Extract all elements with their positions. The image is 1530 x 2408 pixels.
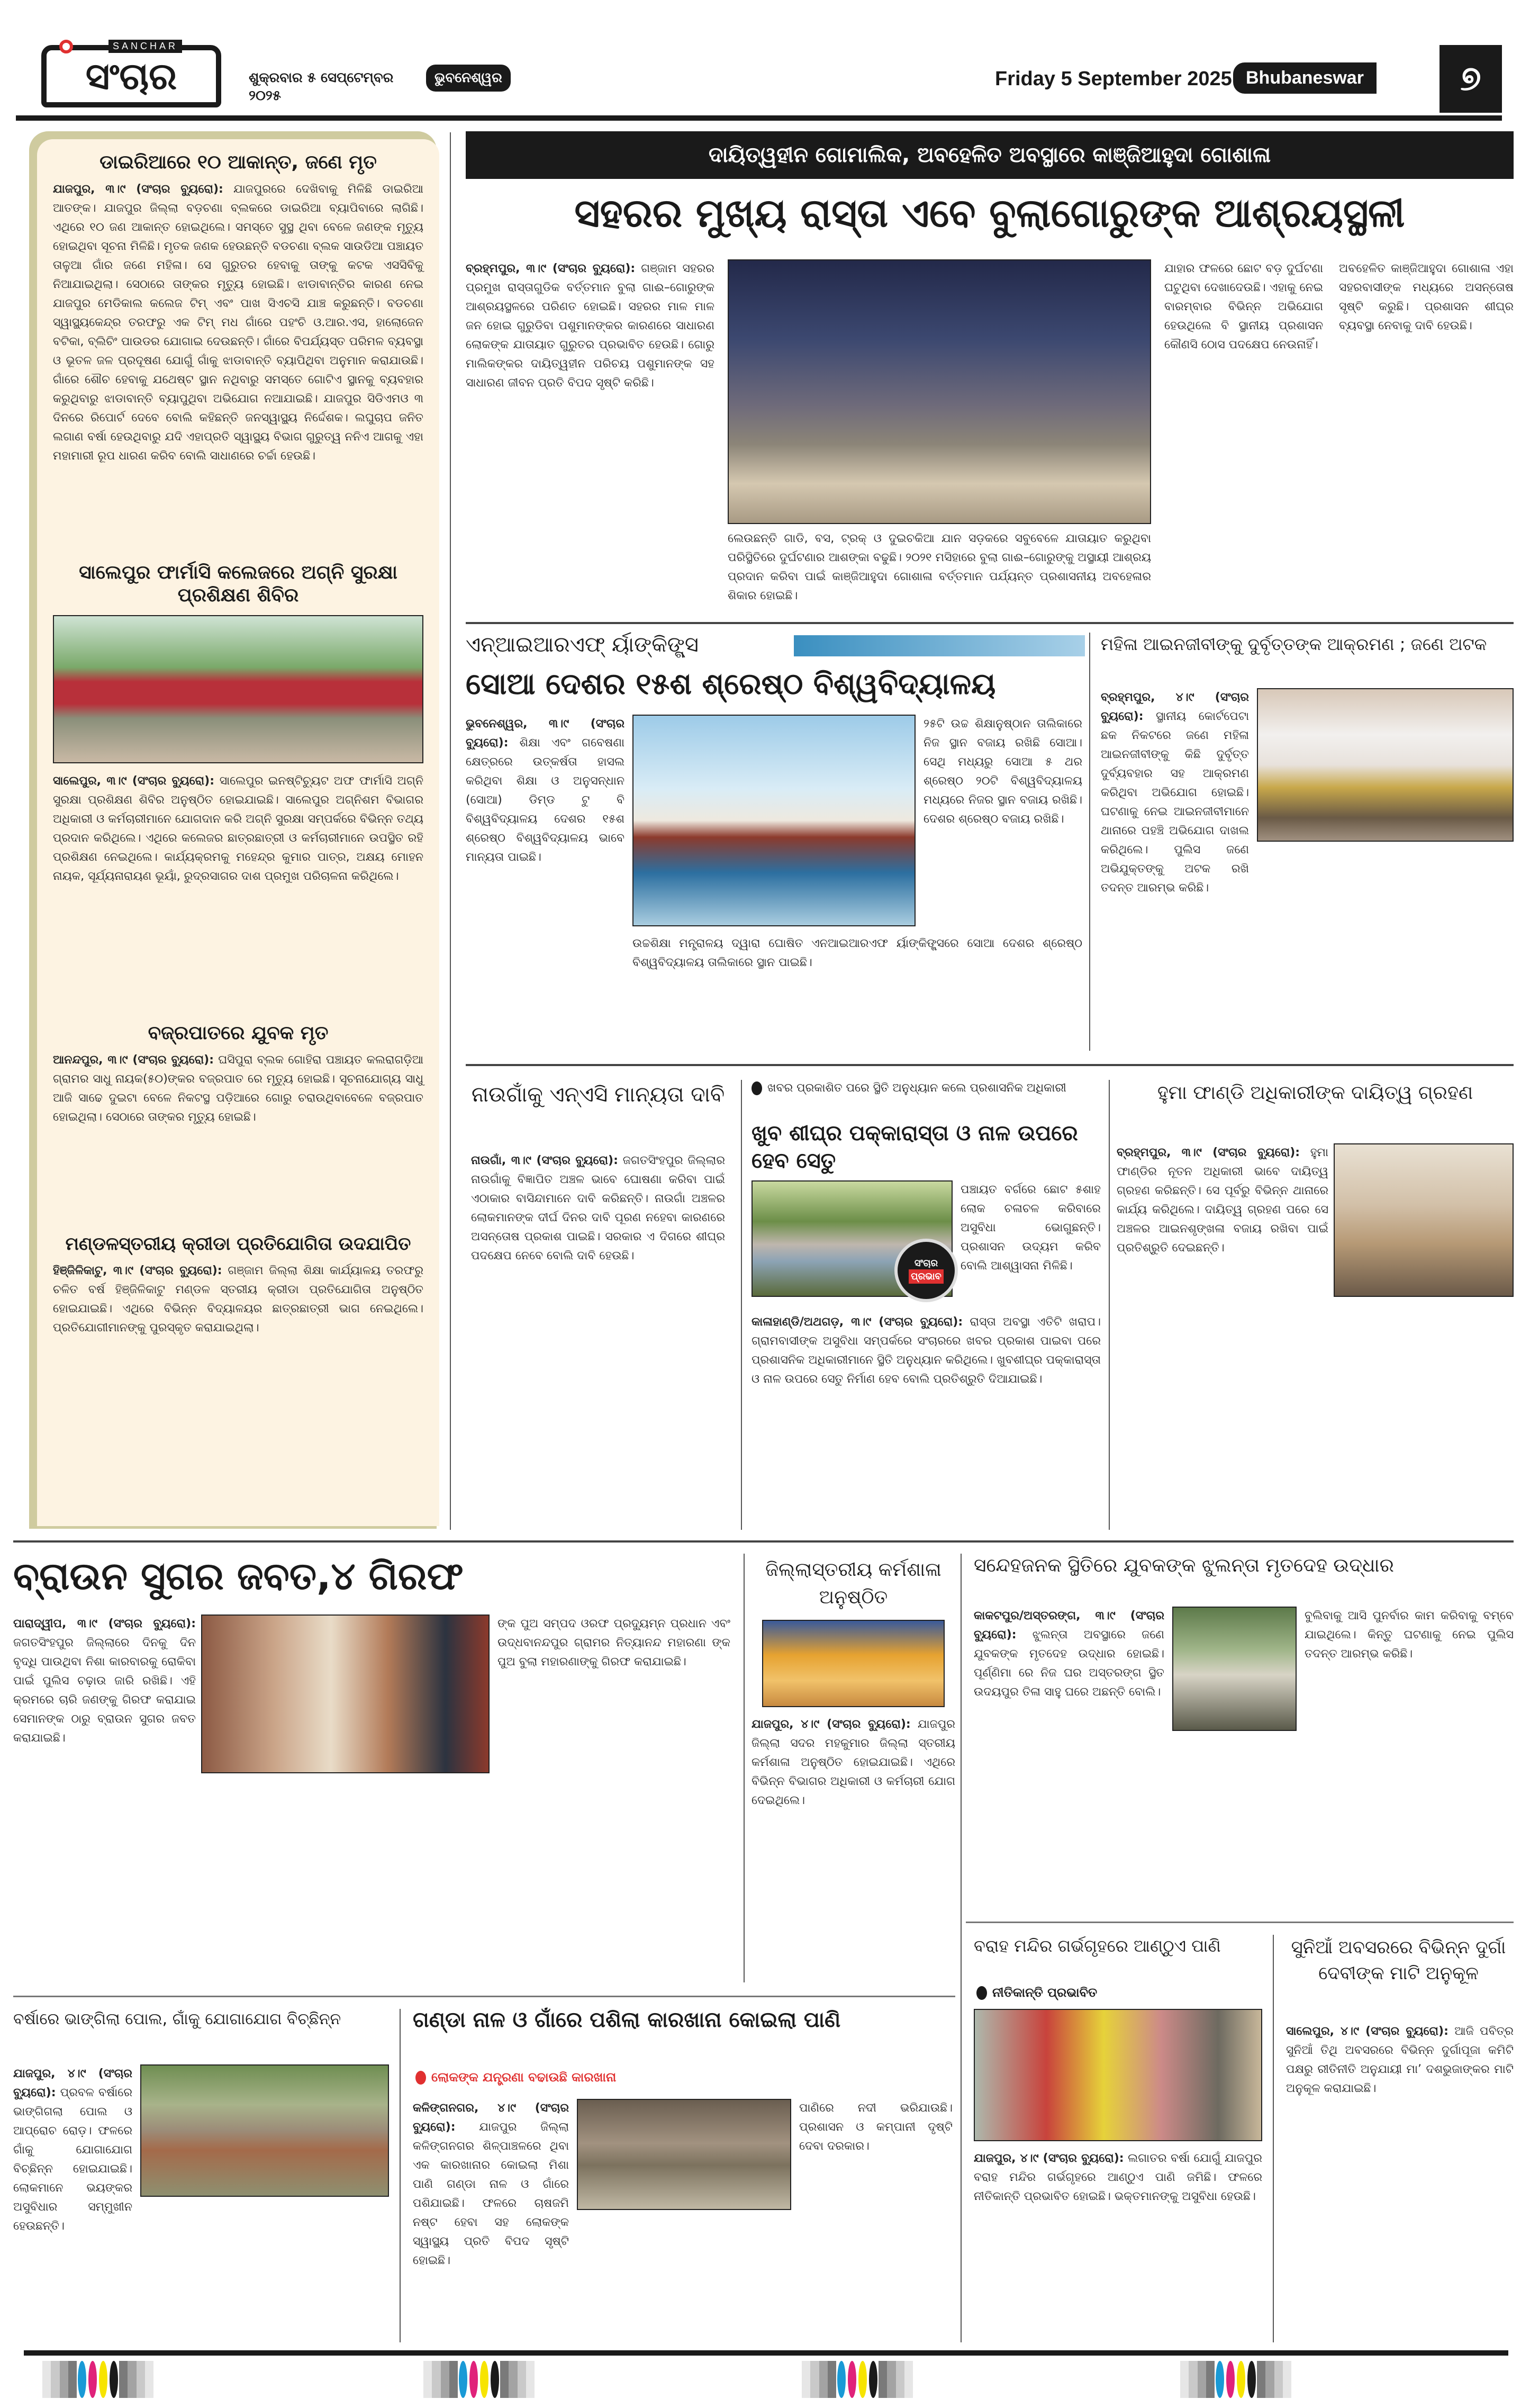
nirf-kicker: ଏନ୍ଆଇଆରଏଫ୍ ର୍ୟାଙ୍କିଙ୍ଗ୍ସ [466, 633, 699, 657]
black-mark [110, 2361, 118, 2398]
story-body [53, 772, 423, 886]
story-headline: ଡାଇରିଆରେ ୧୦ ଆକାନ୍ତ, ଜଣେ ମୃତ [99, 151, 377, 173]
durga-headline: ସୁନିଆଁ ଅବସରରେ ବିଭିନ୍ନ ଦୁର୍ଗା ଦେବୀଙ୍କ ମାଟି ଅନୁକୂଳ [1291, 1937, 1506, 1985]
yellow-mark [1237, 2361, 1245, 2398]
column-divider [450, 132, 451, 1530]
durga-text: ଆଜି ପବିତ୍ର ସୁନିଆଁ ତିଥି ଅବସରରେ ବିଭିନ୍ନ ଦୁର୍ଗାପୂଜା କମିଟି ପକ୍ଷରୁ ରୀତିନୀତି ଅନୁଯାୟୀ ମା’ ଦଶଭୁଜାଙ୍କର ମାଟି ଅନୁକୂଳ କରାଯାଇଛି। [1286, 2025, 1514, 2095]
magenta-mark [469, 2361, 478, 2398]
yellow-mark [480, 2361, 488, 2398]
factory-body-right: ପାଣିରେ ନଦୀ ଭରିଯାଉଛି। ପ୍ରଶାସନ ଓ କମ୍ପାନୀ ଦୃଷ୍ଟି ଦେବା ଦରକାର। [799, 2102, 953, 2153]
temple-photo [974, 2009, 1262, 2141]
date-english: Friday 5 September 2025 [995, 68, 1232, 90]
nirf-blue-band [794, 635, 1085, 656]
ncc-body [471, 1151, 725, 1266]
story-text: ଗଞ୍ଜାମ ଜିଲ୍ଲା ଶିକ୍ଷା କାର୍ଯ୍ୟାଳୟ ତରଫରୁ ଚଳିତ ବର୍ଷ ହିଞ୍ଜିଳିକାଟୁ ମଣ୍ଡଳ ସ୍ତରୀୟ କ୍ରୀଡା ପ୍ରତିଯୋଗିତା ଅନୁଷ୍ଠିତ ହୋଇଯାଇଛି। ଏଥିରେ ବିଭିନ୍ନ ବିଦ୍ୟାଳୟର ଛାତ୍ରଛାତ୍ରୀ ଭାଗ ନେଇଥିଲେ। ପ୍ରତିଯୋଗୀମାନଙ୍କୁ ପୁରସ୍କୃତ କରାଯାଇଥିଲା। [53, 1264, 423, 1334]
workshop-text: ଯାଜପୁର ଜିଲ୍ଲା ସଦର ମହକୁମାର ଜିଲ୍ଲା ସ୍ତରୀୟ କର୍ମଶାଳା ଅନୁଷ୍ଠିତ ହୋଇଯାଇଛି। ଏଥିରେ ବିଭିନ୍ନ ବିଭାଗର ଅଧିକାରୀ ଓ କର୍ମଚାରୀ ଯୋଗ ଦେଇଥିଲେ। [752, 1718, 955, 1807]
column-divider [741, 1080, 742, 1530]
sugar-text: ଜଗତସିଂହପୁର ଜିଲ୍ଲାରେ ଦିନକୁ ଦିନ ବୃଦ୍ଧି ପାଉଥିବା ନିଶା କାରବାରକୁ ରୋକିବା ପାଇଁ ପୁଲିସ ଚଢ଼ାଉ ଜାରି ରଖିଛି। ଏହି କ୍ରମରେ ଚାରି ଜଣଙ୍କୁ ଗିରଫ କରାଯାଇ ସେମାନଙ୍କ ଠାରୁ ବ୍ରାଉନ ସୁଗର ଜବତ କରାଯାଇଛି। [13, 1636, 196, 1745]
date-odia: ଶୁକ୍ରବାର ୫ ସେପ୍ଟେମ୍ବର ୨୦୨୫ [249, 70, 394, 104]
story-fire-safety [53, 561, 423, 886]
lawyer-dateline: ବ୍ରହ୍ମପୁର, ୪।୯ (ସଂଚାର ବ୍ୟୁରୋ): [1101, 691, 1249, 723]
workshop-photo [762, 1620, 945, 1707]
cyan-mark [1216, 2361, 1224, 2398]
magenta-mark [848, 2361, 856, 2398]
officer-headline: ହୁମା ଫାଣ୍ଡି ଅଧିକାରୀଙ୍କ ଦାୟିତ୍ୱ ଗ୍ରହଣ [1157, 1082, 1473, 1104]
story-dateline: ଯାଜପୁର, ୩।୯ (ସଂଚାର ବ୍ୟୁରୋ): [53, 183, 223, 196]
story-text: ସାଲେପୁର ଇନଷ୍ଟିଚ୍ୟୁଟ ଅଫ ଫାର୍ମାସି ଅଗ୍ନି ସୁରକ୍ଷା ପ୍ରଶିକ୍ଷଣ ଶିବିର ଅନୁଷ୍ଠିତ ହୋଇଯାଇଛି। ସାଲେପୁର ଅଗ୍ନିଶମ ବିଭାଗର ଅଧିକାରୀ ଓ କର୍ମଚାରୀମାନେ ଯୋଗଦାନ କରି ଅଗ୍ନି ସୁରକ୍ଷା ସମ୍ପର୍କରେ ବିଭିନ୍ନ ତଥ୍ୟ ପ୍ରଦାନ କରିଥିଲେ। ଏଥିରେ କଲେଜର ଛାତ୍ରଛାତ୍ରୀ ଓ କର୍ମଚାରୀମାନେ ଉପସ୍ଥିତ ରହି ପ୍ରଶିକ୍ଷଣ ନେଇଥିଲେ। କାର୍ଯ୍ୟକ୍ରମକୁ ମହେନ୍ଦ୍ର କୁମାର ପାତ୍ର, ଅକ୍ଷୟ ମୋହନ ନାୟକ, ସୂର୍ଯ୍ୟନାରାୟଣ ଭୂୟାଁ, ରୁଦ୍ରସାଗର ଦାଶ ପ୍ରମୁଖ ପରିଚାଳନା କରିଥିଲେ। [53, 774, 423, 883]
bullet-icon [752, 1081, 762, 1095]
lawyer-headline: ମହିଳା ଆଇନଜୀବୀଙ୍କୁ ଦୁର୍ବୃତ୍ତଙ୍କ ଆକ୍ରମଣ ; ଜଣେ ଅଟକ [1101, 634, 1487, 654]
rain-text: ପ୍ରବଳ ବର୍ଷାରେ ଭାଙ୍ଗିଗଲା ପୋଲ ଓ ଆପ୍ରୋଚ ରୋଡ଼। ଫଳରେ ଗାଁକୁ ଯୋଗାଯୋଗ ବିଚ୍ଛିନ୍ନ ହୋଇଯାଇଛି। ଲୋକମାନେ ଭୟଙ୍କର ଅସୁବିଧାର ସମ୍ମୁଖୀନ ହେଉଛନ୍ତି। [13, 2086, 132, 2233]
section-rule [13, 1996, 955, 1997]
lead-text: ଗଞ୍ଜାମ ସହରର ପ୍ରମୁଖ ରାସ୍ତାଗୁଡିକ ବର୍ତ୍ତମାନ ବୁଲା ଗାଈ–ଗୋରୁଙ୍କ ଆଶ୍ରୟସ୍ଥଳରେ ପରିଣତ ହୋଇଛି। ସହରର ମାଳ ମାଳ ଜନ ହୋଇ ଗୁରୁଡିବା ପଶୁମାନଙ୍କର କାରଣରେ ସାଧାରଣ ଲୋକଙ୍କ ଯାତାୟାତ ଗୁରୁତର ପ୍ରଭାବିତ ହେଉଛି। ଗୋରୁ ମାଲିକଙ୍କର ଦାୟିତ୍ୱହୀନ ପରିଚୟ ପଶୁମାନଙ୍କ ସହ ସାଧାରଣ ଜୀବନ ପ୍ରତି ବିପଦ ସୃଷ୍ଟି କରିଛି। [466, 262, 714, 390]
bridge-headline: ଖୁବ ଶୀଘ୍ର ପକ୍କାରାସ୍ତା ଓ ନାଳ ଉପରେ ହେବ ସେତୁ [752, 1121, 1078, 1173]
temple-kicker-text: ନୀତିକାନ୍ତି ପ୍ରଭାବିତ [992, 1985, 1098, 2000]
logo-wordmark: ସଂଚାର [41, 45, 221, 107]
story-dateline: ଆନନ୍ଦପୁର, ୩।୯ (ସଂଚାର ବ୍ୟୁରୋ): [53, 1053, 214, 1067]
sugar-dateline: ପାରାଦ୍ୱୀପ, ୩।୯ (ସଂଚାର ବ୍ୟୁରୋ): [13, 1617, 196, 1630]
column-divider [744, 1554, 745, 1982]
bridge-text: ରାସ୍ତା ଅବସ୍ଥା ଏତିଟି ଖରାପ। ଗ୍ରାମବାସୀଙ୍କ ଅସୁବିଧା ସମ୍ପର୍କରେ ସଂଚାରରେ ଖବର ପ୍ରକାଶ ପାଇବା ପରେ ପ୍ରଶାସନିକ ଅଧିକାରୀମାନେ ସ୍ଥିତି ଅନୁଧ୍ୟାନ କରିଥିଲେ। ଖୁବଶୀଘ୍ର ପକ୍କାରାସ୍ତା ଓ ନାଳ ଉପରେ ସେତୁ ନିର୍ମାଣ ହେବ ବୋଲି ପ୍ରତିଶ୍ରୁତି ଦିଆଯାଇଛି। [752, 1315, 1101, 1386]
black-mark [491, 2361, 499, 2398]
city-odia: ଭୁବନେଶ୍ୱର [426, 65, 511, 92]
page-number: ୭ [1440, 45, 1502, 113]
police-arrest-photo [201, 1615, 490, 1773]
officer-body [1117, 1143, 1328, 1258]
body-recovery-photo [1172, 1607, 1297, 1731]
coal-water-photo [577, 2099, 791, 2210]
ncc-dateline: ନାଉଗାଁ, ୩।୯ (ସଂଚାର ବ୍ୟୁରୋ): [471, 1154, 618, 1167]
story-headline: ସାଲେପୁର ଫାର୍ମାସି କଲେଜରେ ଅଗ୍ନି ସୁରକ୍ଷା ପ୍ରଶିକ୍ଷଣ ଶିବିର [79, 562, 397, 607]
story-headline: ବଜ୍ରପାତରେ ଯୁବକ ମୃତ [148, 1022, 329, 1044]
city-english: Bhubaneswar [1233, 62, 1377, 94]
durga-dateline: ସାଲେପୁର, ୪।୯ (ସଂଚାର ବ୍ୟୁରୋ): [1286, 2025, 1448, 2038]
lead-body-col3: ଅବହେଳିତ କାଞ୍ଜିଆହୁଦା ଗୋଶାଳା ଏହା ସହରବାସୀଙ୍କ ମଧ୍ୟରେ ଅସନ୍ତୋଷ ସୃଷ୍ଟି କରୁଛି। ପ୍ରଶାସନ ଶୀଘ୍ର ବ୍ୟବସ୍ଥା ନେବାକୁ ଦାବି ହେଉଛି। [1339, 262, 1514, 332]
story-body [53, 180, 423, 466]
body-recovery-text: ଝୁଲନ୍ତା ଅବସ୍ଥାରେ ଜଣେ ଯୁବକଙ୍କ ମୃତଦେହ ଉଦ୍ଧାର ହୋଇଛି। ପୂର୍ଣ୍ଣିମା ରେ ନିଜ ଘର ଅସ୍ତରଙ୍ଗ ସ୍ଥିତ ଉଦୟପୁର ତିଳା ସାହୁ ଘରେ ଅଛନ୍ତି ବୋଲି। [974, 1628, 1164, 1699]
factory-text: ଯାଜପୁର ଜିଲ୍ଲା କଳିଙ୍ଗନଗର ଶିଳ୍ପାଞ୍ଚଳରେ ଥିବା ଏକ କାରଖାନାର କୋଇଲା ମିଶା ପାଣି ଗଣ୍ଡା ନାଳ ଓ ଗାଁରେ ପଶିଯାଇଛି। ଫଳରେ ଚାଷଜମି ନଷ୍ଟ ହେବା ସହ ଲୋକଙ୍କ ସ୍ୱାସ୍ଥ୍ୟ ପ୍ରତି ବିପଦ ସୃଷ୍ଟି ହୋଇଛି। [413, 2121, 569, 2267]
magenta-mark [1226, 2361, 1235, 2398]
sanchar-impact-stamp [894, 1239, 958, 1302]
logo-tag: SANCHAR [108, 40, 182, 53]
lawyer-body [1101, 688, 1249, 898]
body-recovery-dateline: କାକଟପୁର/ଅସ୍ତରଙ୍ଗ, ୩।୯ (ସଂଚାର ବ୍ୟୁରୋ): [974, 1609, 1164, 1642]
sugar-body [13, 1615, 196, 1748]
nirf-dateline: ଭୁବନେଶ୍ୱର, ୩।୯ (ସଂଚାର ବ୍ୟୁରୋ): [466, 717, 624, 750]
lawyer-text: ସ୍ଥାନୀୟ କୋର୍ଟପେଟା ଛକ ନିକଟରେ ଜଣେ ମହିଳା ଆଇନଜୀବୀଙ୍କୁ କିଛି ଦୁର୍ବୃତ୍ତ ଦୁର୍ବ୍ୟବହାର ସହ ଆକ୍ରମଣ କରିଥିବା ଅଭିଯୋଗ ହୋଇଛି। ଘଟଣାକୁ ନେଇ ଆଇନଜୀବୀମାନେ ଥାନାରେ ପହଞ୍ଚି ଅଭିଯୋଗ ଦାଖଲ କରିଥିଲେ। ପୁଲିସ ଜଣେ ଅଭିଯୁକ୍ତଙ୍କୁ ଅଟକ ରଖି ତଦନ୍ତ ଆରମ୍ଭ କରିଛି। [1101, 710, 1249, 895]
bridge-body-right: ପଞ୍ଚାୟତ ବର୍ଗରେ ଛୋଟ ୫ଶାହ ଲୋକ ଚଳାଚଳ କରିବାରେ ଅସୁବିଧା ଭୋଗୁଛନ୍ତି। ପ୍ରଶାସନ ଉଦ୍ୟମ କରିବ ବୋଲି ଆଶ୍ୱାସନା ମିଳିଛି। [961, 1183, 1101, 1273]
section-rule [966, 1922, 1514, 1923]
section-rule [466, 622, 1514, 624]
sugar-headline: ବ୍ରାଉନ ସୁଗର ଜବତ,୪ ଗିରଫ [13, 1554, 464, 1598]
nirf-body-bottom: ଉଚ୍ଚଶିକ୍ଷା ମନ୍ତ୍ରାଳୟ ଦ୍ୱାରା ଘୋଷିତ ଏନଆଇଆରଏଫ ର୍ୟାଙ୍କିଙ୍ଗ୍ସରେ ସୋଆ ଦେଶର ଶ୍ରେଷ୍ଠ ବିଶ୍ୱବିଦ୍ୟାଳୟ ତାଲିକାରେ ସ୍ଥାନ ପାଇଛି। [632, 937, 1082, 969]
story-text: ଯାଜପୁରରେ ଦେଖିବାକୁ ମିଳିଛି ଡାଇରିଆ ଆତଙ୍କ। ଯାଜପୁର ଜିଲ୍ଲା ବଡ଼ଚଣା ବ୍ଲକରେ ଡାଇରିଆ ବ୍ୟାପିବାରେ ଲାଗିଛି। ଏଥିରେ ୧୦ ଜଣ ଆକାନ୍ତ ହୋଇଥିଲେ। ସମସ୍ତେ ସୁସ୍ଥ ଥିବା ବେଳେ ଜଣଙ୍କ ମୃତ୍ୟୁ ହୋଇଥିବା ସୂଚନା ମିଳିଛି। ମୃତକ ଜଣକ ହେଉଛନ୍ତି ବଡଚଣା ବ୍ଲକ ସାଉଡିଆ ପଞ୍ଚାୟତ ତାଳୁଆ ଗାଁର ଜଣେ ମହିଳା। ସେ ଗୁରୁତର ହେବାକୁ ତାଙ୍କୁ କଟକ ଏସସିବିକୁ ନିଆଯାଇଥିଲା। ସେଠାରେ ତାଙ୍କର ମୃତ୍ୟୁ ହୋଇଛି। ଝାଡାବାନ୍ତିର କାରଣ ନେଇ ଯାଜପୁର ମେଡିକାଲ କଲେଜ ଟିମ୍ ଏବଂ ପାଖ ସିଏଚସି ଯାଞ୍ଚ କରୁଛନ୍ତି। ବଡଚଣା ସ୍ୱାସ୍ଥ୍ୟକେନ୍ଦ୍ର ତରଫରୁ ଏକ ଟିମ୍ ମଧ ଗାଁରେ ପହଂଚି ଓ.ଆର.ଏସ, ହାଲୋଜେନ ବଟିକା, ବ୍ଲିଚିଂ ପାଉଡର ଯୋଗାଇ ଦେଉଛନ୍ତି। ଗାଁରେ ବିପର୍ଯ୍ୟସ୍ତ ପରିମଳ ବ୍ୟବସ୍ଥା ଓ ଭୂତଳ ଜଳ ପ୍ରଦୂଷଣ ଯୋଗୁଁ ଗାଁକୁ ଝାଡାବାନ୍ତି ବ୍ୟାପିଥିବା ଅନୁମାନ କରାଯାଉଛି। ଗାଁରେ ଶୌଚ ହେବାକୁ ଯଥେଷ୍ଟ ସ୍ଥାନ ନଥିବାରୁ ସମସ୍ତେ ଗୋଟିଏ ସ୍ଥାନକୁ ବ୍ୟବହାର କରୁଥିବାରୁ ଝାଡାବାନ୍ତି ବ୍ୟାପୁଥିବା ଅଭିଯୋଗ ନଆଯାଇଛି। ଯାଜପୁର ସିଡିଏମଓ ୩ ଦିନରେ ରିପୋର୍ଟ ଦେବେ ବୋଲି କହିଛନ୍ତି ଜନସ୍ୱାସ୍ଥ୍ୟ ନିର୍ଦ୍ଦେଶକ। ଲଘୁଚାପ ଜନିତ ଲଗାଣ ବର୍ଷା ହେଉଥିବାରୁ ଯଦି ଏହାପ୍ରତି ସ୍ୱାସ୍ଥ୍ୟ ବିଭାଗ ଗୁରୁତ୍ୱ ନନିଏ ଆଗକୁ ଏହା ମହାମାରୀ ରୂପ ଧାରଣ କରିବ ବୋଲି ସାଧାଣରେ ଚର୍ଚ୍ଚା ହେଉଛି। [53, 183, 423, 463]
bullet-icon [415, 2071, 426, 2085]
workshop-dateline: ଯାଜପୁର, ୪।୯ (ସଂଚାର ବ୍ୟୁରୋ): [752, 1718, 911, 1731]
broken-bridge-photo [140, 2064, 389, 2197]
nirf-body-right: ୨୫ଟି ଉଚ୍ଚ ଶିକ୍ଷାନୁଷ୍ଠାନ ତାଲିକାରେ ନିଜ ସ୍ଥାନ ବଜାୟ ରଖିଛି ସୋଆ। ସେଥି ମଧ୍ୟରୁ ସୋଆ ୫ ଥର ଶ୍ରେଷ୍ଠ ୨୦ଟି ବିଶ୍ୱବିଦ୍ୟାଳୟ ମଧ୍ୟରେ ନିଜର ସ୍ଥାନ ବଜାୟ ରଖିଛି। ଦେଶର ଶ୍ରେଷ୍ଠ ବଜାୟ ରଖିଛି। [924, 717, 1082, 826]
column-divider [400, 2009, 401, 2342]
officer-text: ହୁମା ଫାଣ୍ଡିର ନୂତନ ଅଧିକାରୀ ଭାବେ ଦାୟିତ୍ୱ ଗ୍ରହଣ କରିଛନ୍ତି। ସେ ପୂର୍ବରୁ ବିଭିନ୍ନ ଥାନାରେ କାର୍ଯ୍ୟ କରିଥିଲେ। ଦାୟିତ୍ୱ ଗ୍ରହଣ ପରେ ସେ ଅଞ୍ଚଳର ଆଇନଶୃଙ୍ଖଳା ବଜାୟ ରଖିବା ପାଇଁ ପ୍ରତିଶ୍ରୁତି ଦେଇଛନ୍ତି। [1117, 1146, 1329, 1255]
durga-body [1286, 2022, 1514, 2098]
bridge-body [752, 1313, 1101, 1389]
fire-safety-photo [53, 615, 423, 763]
story-sports [53, 1233, 423, 1338]
rain-headline: ବର୍ଷାରେ ଭାଙ୍ଗିଲା ପୋଲ, ଗାଁକୁ ଯୋଗାଯୋଗ ବିଚ୍ଛିନ୍ନ [13, 2010, 341, 2028]
story-headline: ମଣ୍ଡଳସ୍ତରୀୟ କ୍ରୀଡା ପ୍ରତିଯୋଗିତା ଉଦଯାପିତ [65, 1233, 411, 1255]
body-recovery-body [974, 1607, 1164, 1702]
section-rule [13, 1540, 1514, 1543]
lead-dateline: ବ୍ରହ୍ମପୁର, ୩।୯ (ସଂଚାର ବ୍ୟୁରୋ): [466, 262, 636, 275]
color-registration-bar [423, 2361, 535, 2398]
body-recovery-body-right: ବୁଲିବାକୁ ଆସି ପୁନର୍ବାର କାମ କରିବାକୁ ବମ୍ବେ ଯାଇଥିଲେ। କିନ୍ତୁ ଘଟଣାକୁ ନେଇ ପୁଲିସ ତଦନ୍ତ ଆରମ୍ଭ କରିଛି। [1305, 1609, 1514, 1661]
masthead-logo [32, 41, 238, 114]
column-divider [1109, 1080, 1110, 1530]
column-divider [1089, 633, 1090, 1051]
cyan-mark [459, 2361, 467, 2398]
workshop-body [752, 1715, 955, 1810]
story-diarrhoea [53, 151, 423, 466]
nirf-headline: ସୋଆ ଦେଶର ୧୫ଶ ଶ୍ରେଷ୍ଠ ବିଶ୍ୱବିଦ୍ୟାଳୟ [466, 667, 996, 701]
story-body [53, 1261, 423, 1338]
lawyer-meeting-photo [1257, 688, 1514, 842]
temple-dateline: ଯାଜପୁର, ୪।୯ (ସଂଚାର ବ୍ୟୁରୋ): [974, 2152, 1124, 2165]
factory-body [413, 2099, 569, 2270]
lead-headline: ସହରର ମୁଖ୍ୟ ରାସ୍ତା ଏବେ ବୁଲାଗୋରୁଙ୍କ ଆଶ୍ରୟସ୍ଥଳୀ [574, 191, 1405, 236]
ncc-text: ଜଗତସିଂହପୁର ଜିଲ୍ଲାର ନାଉଗାଁକୁ ବିଜ୍ଞାପିତ ଅଞ୍ଚଳ ଭାବେ ଘୋଷଣା କରିବା ପାଇଁ ଏଠାକାର ବାସିନ୍ଦାମାନେ ଦାବି କରିଛନ୍ତି। ନାଉଗାଁ ଅଞ୍ଚଳର ଲୋକମାନଙ୍କ ଦୀର୍ଘ ଦିନର ଦାବି ପୂରଣ ନହେବା କାରଣରେ ଅସନ୍ତୋଷ ପ୍ରକାଶ ପାଇଛି। ସରକାର ଏ ଦିଗରେ ଶୀଘ୍ର ପଦକ୍ଷେପ ନେବେ ବୋଲି ଦାବି ହେଉଛି। [471, 1154, 725, 1262]
story-text: ଘସିପୁରା ବ୍ଲକ ଗୋହିରା ପଞ୍ଚାୟତ କଲରାଗଡ଼ିଆ ଗ୍ରାମର ସାଧୁ ନାୟକ(୫୦)ଙ୍କର ବଜ୍ରପାତ ରେ ମୃତ୍ୟୁ ହୋଇଛି। ସୂଚନାଯୋଗ୍ୟ ସାଧୁ ଆଜି ସାଢେ ଦୁଇଟା ବେଳେ ନିକଟସ୍ଥ ପଡ଼ିଆରେ ଗୋରୁ ଚରାଉଥିବାବେଳେ ବଜ୍ରପାତ ହୋଇଥିଲା। ସେଠାରେ ତାଙ୍କର ମୃତ୍ୟୁ ହୋଇଛି। [53, 1053, 423, 1124]
logo-red-dot [59, 40, 73, 53]
workshop-headline: ଜିଲ୍ଲାସ୍ତରୀୟ କର୍ମଶାଳା ଅନୁଷ୍ଠିତ [765, 1559, 941, 1609]
lead-body-bottom: ଲେଉଛନ୍ତି ଗାଡି, ବସ, ଟ୍ରକ୍ ଓ ଦୁଇଚକିଆ ଯାନ ସଡ଼କରେ ସବୁବେଳେ ଯାତାୟାତ କରୁଥିବା ପରିସ୍ଥିତିରେ ଦୁର୍ଘଟଣାର ଆଶଙ୍କା ବଢୁଛି। ୨୦୨୧ ମସିହାରେ ବୁଲା ଗାଈ–ଗୋରୁଙ୍କୁ ଅସ୍ଥାୟୀ ଆଶ୍ରୟ ପ୍ରଦାନ କରିବା ପାଇଁ କାଞ୍ଜିଆହୁଦା ଗୋଶାଳା ବର୍ତ୍ତମାନ ପର୍ଯ୍ୟନ୍ତ ପ୍ରଶାସନୀୟ ଅବହେଳାର ଶିକାର ହୋଇଛି। [728, 532, 1151, 602]
body-recovery-headline: ସନ୍ଦେହଜନକ ସ୍ଥିତିରେ ଯୁବକଙ୍କ ଝୁଲନ୍ତା ମୃତଦେହ ଉଦ୍ଧାର [974, 1555, 1394, 1576]
officer-photo [1334, 1143, 1514, 1297]
soa-building-photo [632, 715, 916, 926]
bridge-kicker [752, 1080, 1101, 1097]
color-registration-bar [42, 2361, 153, 2398]
color-registration-bar [802, 2361, 913, 2398]
yellow-mark [99, 2361, 107, 2398]
magenta-mark [88, 2361, 97, 2398]
nirf-text: ଶିକ୍ଷା ଏବଂ ଗବେଷଣା କ୍ଷେତ୍ରରେ ଉତ୍କର୍ଷତା ହାସଲ କରିଥିବା ଶିକ୍ଷା ଓ ଅନୁସନ୍ଧାନ (ସୋଆ) ଡିମ୍ଡ ଟୁ ବି ବିଶ୍ୱବିଦ୍ୟାଳୟ ଦେଶର ୧୫ଶ ଶ୍ରେଷ୍ଠ ବିଶ୍ୱବିଦ୍ୟାଳୟ ଭାବେ ମାନ୍ୟତା ପାଇଛି। [466, 736, 624, 864]
footer-rule [24, 2350, 1508, 2356]
black-mark [1247, 2361, 1256, 2398]
color-registration-bar [1180, 2361, 1291, 2398]
story-dateline: ସାଲେପୁର, ୩।୯ (ସଂଚାର ବ୍ୟୁରୋ): [53, 774, 215, 788]
masthead-rule [16, 115, 1502, 121]
bridge-dateline: କାଳାହାଣ୍ଡି/ଅଥଗଡ଼, ୩।୯ (ସଂଚାର ବ୍ୟୁରୋ): [752, 1315, 963, 1329]
factory-headline: ଗଣ୍ଡା ନାଳ ଓ ଗାଁରେ ପଶିଲା କାରଖାନା କୋଇଲା ପାଣି [413, 2008, 841, 2032]
temple-headline: ବରାହ ମନ୍ଦିର ଗର୍ଭଗୃହରେ ଆଣ୍ଠୁଏ ପାଣି [974, 1936, 1221, 1956]
sugar-body-right: ଙ୍କ ପୁଅ ସମ୍ପଦ ଓରଫ ପ୍ରଦ୍ୟୁମ୍ନ ପ୍ରଧାନ ଏବଂ ଉଦ୍ଧବାନନ୍ଦପୁର ଗ୍ରାମର ନିତ୍ୟାନନ୍ଦ ମହାରଣା ଙ୍କ ପୁଅ ବୁଲା ମହାରଣାଙ୍କୁ ଗିରଫ କରାଯାଇଛି। [497, 1617, 730, 1669]
bridge-kicker-text: ଖବର ପ୍ରକାଶିତ ପରେ ସ୍ଥିତି ଅନୁଧ୍ୟାନ କଲେ ପ୍ରଶାସନିକ ଅଧିକାରୀ [767, 1081, 1066, 1095]
factory-kicker [415, 2070, 616, 2085]
cows-on-road-photo [728, 259, 1151, 524]
lead-banner: ଦାୟିତ୍ୱହୀନ ଗୋମାଲିକ, ଅବହେଳିତ ଅବସ୍ଥାରେ କାଞ୍ଜିଆହୁଦା ଗୋଶାଳା [466, 131, 1514, 179]
rain-body [13, 2064, 132, 2236]
officer-dateline: ବ୍ରହ୍ମପୁର, ୩।୯ (ସଂଚାର ବ୍ୟୁରୋ): [1117, 1146, 1300, 1159]
story-body [53, 1051, 423, 1127]
story-dateline: ହିଞ୍ଜିଳିକାଟୁ, ୩।୯ (ସଂଚାର ବ୍ୟୁରୋ): [53, 1264, 222, 1277]
stamp-line1: ସଂଚାର [914, 1257, 938, 1269]
lead-body-col1 [466, 259, 714, 393]
cyan-mark [78, 2361, 86, 2398]
nirf-body-left [466, 715, 624, 867]
temple-text: ଲଗାତର ବର୍ଷା ଯୋଗୁଁ ଯାଜପୁର ବରାହ ମନ୍ଦିର ଗର୍ଭଗୃହରେ ଆଣ୍ଠୁଏ ପାଣି ଜମିଛି। ଫଳରେ ନୀତିକାନ୍ତି ପ୍ରଭାବିତ ହୋଇଛି। ଭକ୍ତମାନଙ୍କୁ ଅସୁବିଧା ହେଉଛି। [974, 2152, 1262, 2203]
ncc-headline: ନାଉଗାଁକୁ ଏନ୍ଏସି ମାନ୍ୟତା ଦାବି [471, 1083, 725, 1107]
rain-dateline: ଯାଜପୁର, ୪।୯ (ସଂଚାର ବ୍ୟୁରୋ): [13, 2067, 132, 2099]
cyan-mark [837, 2361, 846, 2398]
section-rule [466, 1064, 1514, 1066]
black-mark [869, 2361, 877, 2398]
story-lightning [53, 1022, 423, 1127]
stamp-line2: ପ୍ରଭାବ [909, 1269, 944, 1284]
factory-dateline: କଳିଙ୍ଗନଗର, ୪।୯ (ସଂଚାର ବ୍ୟୁରୋ): [413, 2102, 569, 2134]
yellow-mark [858, 2361, 867, 2398]
factory-kicker-text: ଲୋକଙ୍କ ଯନ୍ତ୍ରଣା ବଢାଉଛି କାରଖାନା [431, 2070, 617, 2085]
temple-kicker [976, 1985, 1097, 2000]
lead-body-col2: ଯାହାର ଫଳରେ ଛୋଟ ବଡ଼ ଦୁର୍ଘଟଣା ଘଟୁଥିବା ଦେଖାଦେଉଛି। ଏହାକୁ ନେଇ ବାରମ୍ବାର ବିଭିନ୍ନ ଅଭିଯୋଗ ହେଉଥିଲେ ବି ସ୍ଥାନୀୟ ପ୍ରଶାସନ କୌଣସି ଠୋସ ପଦକ୍ଷେପ ନେଉନାହିଁ। [1164, 262, 1323, 351]
temple-body [974, 2149, 1262, 2206]
column-divider [1273, 1935, 1274, 2342]
column-divider [961, 1554, 962, 2342]
bullet-icon [976, 1986, 987, 2000]
